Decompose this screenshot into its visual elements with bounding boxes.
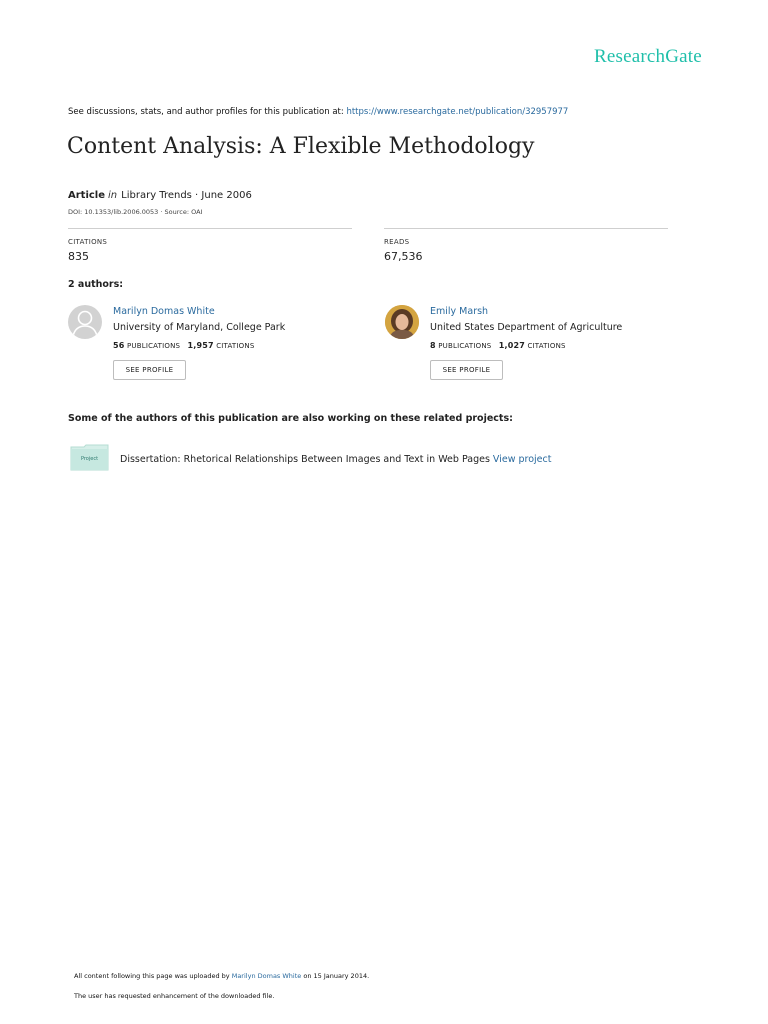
in-word: in (108, 190, 118, 201)
publication-url-link[interactable]: https://www.researchgate.net/publication/32957977 (346, 107, 569, 117)
author-affiliation: University of Maryland, College Park (113, 322, 286, 333)
discussion-line (68, 107, 568, 117)
author-stats (113, 341, 254, 350)
author-name-link[interactable]: Marilyn Domas White (113, 306, 215, 317)
author-publications-count: 8 (430, 341, 436, 350)
citations-divider (68, 228, 352, 229)
publication-venue: Library Trends · June 2006 (121, 190, 252, 201)
reads-label: READS (384, 238, 410, 246)
reads-value: 67,536 (384, 250, 423, 263)
project-title: Dissertation: Rhetorical Relationships Between Images and Text in Web Pages (120, 454, 493, 465)
author-affiliation: United States Department of Agriculture (430, 322, 623, 333)
author-publications-label: PUBLICATIONS (126, 342, 181, 350)
researchgate-logo[interactable]: ResearchGate (594, 46, 702, 67)
author-citations-label: CITATIONS (527, 342, 566, 350)
citations-label: CITATIONS (68, 238, 108, 246)
see-profile-button[interactable]: SEE PROFILE (430, 360, 503, 380)
doi-line: DOI: 10.1353/lib.2006.0053 · Source: OAI (68, 208, 203, 216)
project-icon-label: Project (80, 456, 99, 462)
photo-avatar-icon[interactable] (385, 305, 419, 339)
author-citations-count: 1,957 (187, 341, 214, 350)
publication-meta (68, 190, 252, 201)
upload-prefix: All content following this page was uploaded by (74, 972, 232, 980)
author-citations-label: CITATIONS (216, 342, 255, 350)
author-publications-count: 56 (113, 341, 125, 350)
discussion-prefix: See discussions, stats, and author profiles for this publication at: (68, 107, 347, 117)
author-stats (430, 341, 566, 350)
default-person-avatar-icon[interactable] (68, 305, 102, 339)
citations-value: 835 (68, 250, 89, 263)
upload-suffix: on 15 January 2014. (301, 972, 370, 980)
authors-heading: 2 authors: (68, 279, 124, 290)
project-item (120, 454, 551, 465)
project-folder-icon[interactable] (70, 444, 109, 471)
reads-divider (384, 228, 668, 229)
view-project-link[interactable]: View project (492, 454, 552, 465)
author-publications-label: PUBLICATIONS (438, 342, 492, 350)
upload-note (74, 972, 369, 980)
related-projects-heading: Some of the authors of this publication are also working on these related projects: (68, 413, 513, 424)
author-citations-count: 1,027 (498, 341, 525, 350)
see-profile-button[interactable]: SEE PROFILE (113, 360, 186, 380)
download-note: The user has requested enhancement of the downloaded file. (74, 992, 275, 1000)
publication-type: Article (68, 190, 106, 201)
publication-title: Content Analysis: A Flexible Methodology (67, 134, 535, 159)
uploader-link[interactable]: Marilyn Domas White (231, 972, 302, 980)
author-name-link[interactable]: Emily Marsh (430, 306, 489, 317)
